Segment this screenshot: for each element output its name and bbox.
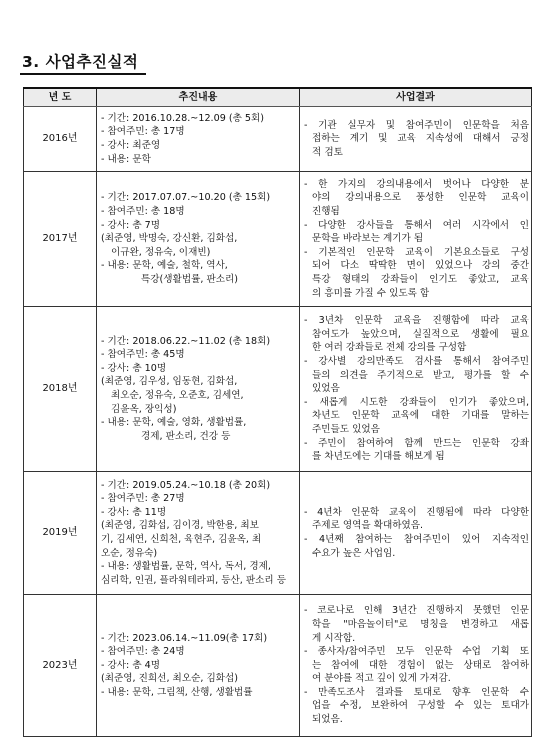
result-line: 의 흥미를 가질 수 있도록 함 <box>312 287 430 299</box>
row-content <box>97 472 300 595</box>
result-line: 진행됨 <box>312 206 340 218</box>
header-year: 년 도 <box>24 88 97 107</box>
content-line: (최준영, 김화섭, 김이경, 박한용, 최보 <box>101 520 259 532</box>
result-line: 주민들도 있었음 <box>312 423 380 435</box>
result-line: 적 검토 <box>312 146 343 158</box>
content-line: - 기간: 2019.05.24.~10.18 (총 20회) <box>101 479 271 491</box>
section-title-underline <box>20 73 146 75</box>
result-line: 업을 수정, 보완하여 구성할 수 있는 토대가 <box>312 700 529 712</box>
content-line: - 참여주민: 총 45명 <box>101 349 185 361</box>
result-line: 는 참여에 대한 경험이 없는 상태로 참여하 <box>312 659 529 671</box>
row-content <box>97 107 300 172</box>
result-line: 되었음. <box>312 714 343 726</box>
content-line: - 참여주민: 총 24명 <box>101 646 185 658</box>
performance-table <box>23 87 532 737</box>
result-line: 한 여러 강좌들로 전체 강의를 구성함 <box>312 342 467 354</box>
content-line: 경제, 판소리, 건강 등 <box>141 430 231 442</box>
row-year: 2019년 <box>24 472 97 595</box>
result-line: - 강사별 강의만족도 검사를 통해서 참여주민 <box>304 356 529 368</box>
result-line: 차년도 인문학 교육에 대한 기대를 말하는 <box>312 410 529 422</box>
row-year: 2023년 <box>24 595 97 737</box>
content-line: - 기간: 2018.06.22.~11.02 (총 18회) <box>101 335 271 347</box>
row-content <box>97 307 300 472</box>
result-line: - 4년차 인문학 교육이 진행됨에 따라 다양한 <box>304 506 529 518</box>
content-line: - 내용: 생활법률, 문학, 역사, 독서, 경제, <box>101 561 271 573</box>
result-line: - 종사자/참여주민 모두 인문학 수업 기획 또 <box>304 646 529 658</box>
result-line: 를 차년도에는 기대를 해보게 됨 <box>312 451 445 463</box>
content-line: (최준영, 김우성, 임동현, 김화섭, <box>101 376 238 388</box>
result-line: - 4년째 참여하는 참여주민이 있어 지속적인 <box>304 534 529 545</box>
row-content <box>97 595 300 737</box>
result-line: - 새롭게 시도한 강좌들이 인기가 좋았으며, <box>304 396 529 408</box>
content-line: 심리학, 인권, 플라워테라피, 등산, 판소리 등 <box>101 574 286 586</box>
result-line: - 기관 실무자 및 참여주민이 인문학을 처음 <box>304 119 529 131</box>
result-line: - 3년차 인문학 교육을 진행함에 따라 교육 <box>304 315 529 327</box>
content-line: (최준영, 박명숙, 강신환, 김화섭, <box>101 233 238 245</box>
result-line: 되어 다소 딱딱한 면이 있었으나 강의 중간 <box>312 260 529 272</box>
table-row <box>24 595 532 737</box>
result-line: - 한 가지의 강의내용에서 벗어나 다양한 분 <box>304 178 529 190</box>
result-line: - 코로나로 인해 3년간 진행하지 못했던 인문 <box>304 605 529 617</box>
content-line: - 강사: 최준영 <box>101 140 161 151</box>
content-line: - 강사: 총 4명 <box>101 659 161 671</box>
result-line: 참여도가 높았으며, 실질적으로 생활에 필요 <box>312 328 529 340</box>
content-line: - 기간: 2023.06.14.~11.09(총 17회) <box>101 632 268 644</box>
result-line: 게 시작함. <box>312 632 356 644</box>
content-line: - 기간: 2017.07.07.~10.20 (총 15회) <box>101 192 271 204</box>
table-row <box>24 472 532 595</box>
row-result <box>300 472 532 595</box>
header-content: 추진내용 <box>97 88 300 107</box>
table-row <box>24 307 532 472</box>
content-line: - 내용: 문학, 예술, 영화, 생활법률, <box>101 417 247 429</box>
result-line: 특강 형태의 강좌들이 인기도 좋았고, 교육 <box>312 273 529 285</box>
result-line: - 주민이 참여하여 함께 만드는 인문학 강좌 <box>304 437 529 449</box>
header-result: 사업결과 <box>300 88 532 107</box>
result-line: - 기본적인 인문학 교육이 기본요소들로 구성 <box>304 246 529 258</box>
result-line: 들의 의견을 주기적으로 받고, 평가를 할 수 <box>312 369 529 381</box>
row-result <box>300 595 532 737</box>
table-header-row <box>24 88 532 107</box>
content-line: 최오순, 정유숙, 오준호, 김세연, <box>111 390 244 401</box>
row-result <box>300 307 532 472</box>
content-line: - 기간: 2016.10.28.~12.09 (총 5회) <box>101 112 265 124</box>
content-line: - 내용: 문학 <box>101 153 151 165</box>
result-line: - 만족도조사 결과를 토대로 향후 인문학 수 <box>304 686 529 698</box>
row-year: 2017년 <box>24 172 97 307</box>
content-line: - 참여주민: 총 18명 <box>101 206 185 218</box>
content-line: 김윤옥, 장익성) <box>111 403 177 415</box>
content-line: - 강사: 총 7명 <box>101 219 161 231</box>
result-line: 주제로 영역을 확대하였음. <box>312 520 424 532</box>
result-line: 있었음 <box>312 383 340 395</box>
content-line: - 참여주민: 총 17명 <box>101 126 185 138</box>
content-line: - 내용: 문학, 그림책, 산행, 생활법률 <box>101 686 253 698</box>
content-line: 이규완, 정유숙, 이재빈) <box>111 246 211 258</box>
content-line: - 강사: 총 10명 <box>101 362 167 374</box>
content-line: 기, 김세연, 신희천, 육현주, 김윤옥, 최 <box>101 534 262 545</box>
content-line: - 참여주민: 총 27명 <box>101 493 185 505</box>
result-line: 여 분야를 적고 깊이 있게 가져감. <box>312 673 451 685</box>
content-line: 특강(생활법률, 판소리) <box>141 273 238 285</box>
row-year: 2018년 <box>24 307 97 472</box>
row-content <box>97 172 300 307</box>
result-line: 문학을 바라보는 계기가 됨 <box>312 233 424 245</box>
result-line: 접하는 계기 및 교육 지속성에 대해서 긍정 <box>312 133 529 145</box>
row-result <box>300 107 532 172</box>
result-line: 야의 강의내용으로 풍성한 인문학 교육이 <box>312 192 529 204</box>
result-line: 학을 "마음놀이터"로 명칭을 변경하고 새롭 <box>312 618 529 630</box>
result-line: - 다양한 강사들을 통해서 여러 시각에서 인 <box>304 219 529 231</box>
content-line: - 내용: 문학, 예술, 철학, 역사, <box>101 260 228 272</box>
content-line: 오순, 정유숙) <box>101 547 158 559</box>
row-result <box>300 172 532 307</box>
content-line: (최준영, 진희선, 최오순, 김화섭) <box>101 673 238 685</box>
table-row <box>24 172 532 307</box>
row-year: 2016년 <box>24 107 97 172</box>
section-title: 3. 사업추진실적 <box>22 53 139 71</box>
table-row <box>24 107 532 172</box>
content-line: - 강사: 총 11명 <box>101 506 167 518</box>
result-line: 수요가 높은 사업임. <box>312 547 396 559</box>
